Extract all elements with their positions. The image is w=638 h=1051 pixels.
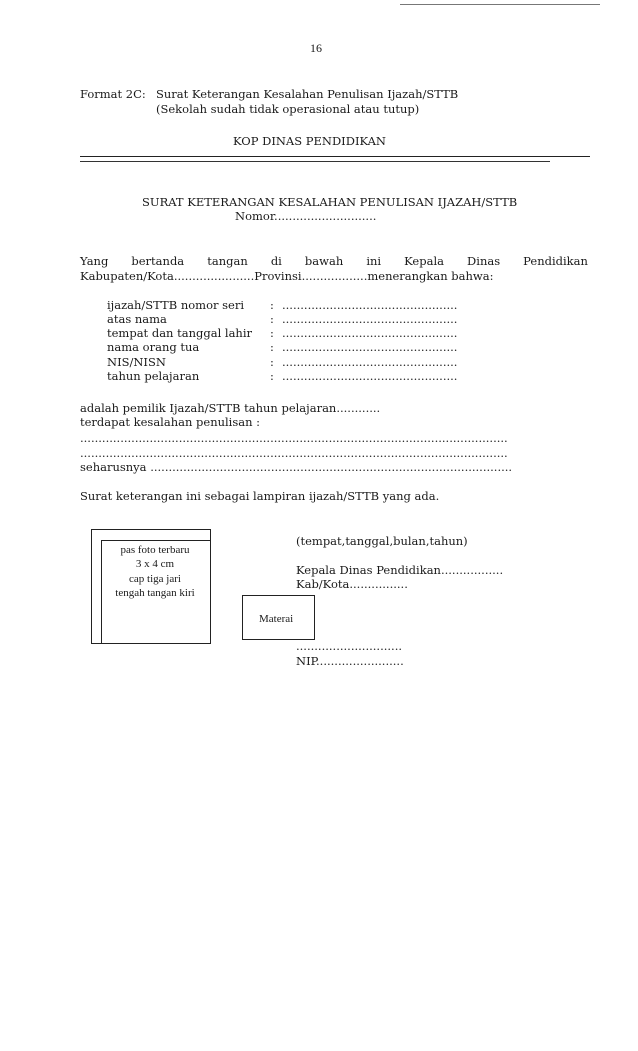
intro-line-2: Kabupaten/Kota......................Provinsi..................menerangkan bahwa: (80, 269, 494, 283)
field-value-dots: ................................................ (282, 298, 458, 312)
field-value-dots: ................................................ (282, 369, 458, 383)
scan-edge-line (400, 4, 600, 5)
field-label: atas nama (107, 312, 167, 326)
place-date: (tempat,tanggal,bulan,tahun) (296, 534, 468, 548)
field-colon: : (270, 355, 274, 369)
error-dots-2: ..................................................................................................................... (80, 446, 508, 460)
photo-instructions (101, 543, 209, 600)
error-line: terdapat kesalahan penulisan : (80, 415, 261, 429)
format-label: Format 2C: (80, 87, 146, 101)
error-dots-1: ..................................................................................................................... (80, 431, 508, 445)
intro-word: Kepala (404, 254, 444, 268)
field-value-dots: ................................................ (282, 355, 458, 369)
intro-word: Yang (80, 254, 109, 268)
format-subtitle: (Sekolah sudah tidak operasional atau tutup) (156, 102, 420, 116)
page-number: 16 (310, 41, 322, 55)
field-colon: : (270, 369, 274, 383)
letter-heading: SURAT KETERANGAN KESALAHAN PENULISAN IJAZAH/STTB (142, 195, 518, 209)
signer-office: Kepala Dinas Pendidikan................. (296, 563, 504, 577)
closing-statement: Surat keterangan ini sebagai lampiran ijazah/STTB yang ada. (80, 489, 440, 503)
field-label: nama orang tua (107, 340, 200, 354)
field-colon: : (270, 340, 274, 354)
field-value-dots: ................................................ (282, 326, 458, 340)
kop-rule-thick (80, 156, 590, 157)
correction-line: seharusnya ................................................................................................... (80, 460, 513, 474)
format-title: Surat Keterangan Kesalahan Penulisan Ijazah/STTB (156, 87, 459, 101)
intro-word: ini (366, 254, 382, 268)
field-value-dots: ................................................ (282, 312, 458, 326)
field-label: ijazah/STTB nomor seri (107, 298, 245, 312)
photo-line: pas foto terbaru (120, 544, 190, 556)
field-colon: : (270, 326, 274, 340)
field-label: tempat dan tanggal lahir (107, 326, 253, 340)
intro-word: tangan (207, 254, 248, 268)
field-label: NIS/NISN (107, 355, 166, 369)
kop-rule-thin (80, 161, 550, 162)
stamp-label: Materai (259, 613, 294, 625)
intro-word: bertanda (131, 254, 185, 268)
photo-line: tengah tangan kiri (115, 586, 195, 599)
signature-name-dots: ............................. (296, 639, 403, 653)
field-colon: : (270, 298, 274, 312)
owner-line: adalah pemilik Ijazah/STTB tahun pelajaran............ (80, 401, 381, 415)
letter-number: Nomor............................ (235, 209, 377, 223)
intro-line-1 (80, 254, 588, 268)
field-label: tahun pelajaran (107, 369, 200, 383)
kop-header: KOP DINAS PENDIDIKAN (233, 134, 386, 148)
intro-word: di (270, 254, 282, 268)
intro-word: bawah (304, 254, 344, 268)
intro-word: Pendidikan (523, 254, 588, 268)
intro-word: Dinas (467, 254, 501, 268)
field-colon: : (270, 312, 274, 326)
photo-line: 3 x 4 cm (135, 558, 175, 571)
photo-line: cap tiga jari (129, 572, 181, 585)
signer-region: Kab/Kota................ (296, 577, 408, 591)
field-value-dots: ................................................ (282, 340, 458, 354)
signer-nip: NIP........................ (296, 654, 404, 668)
